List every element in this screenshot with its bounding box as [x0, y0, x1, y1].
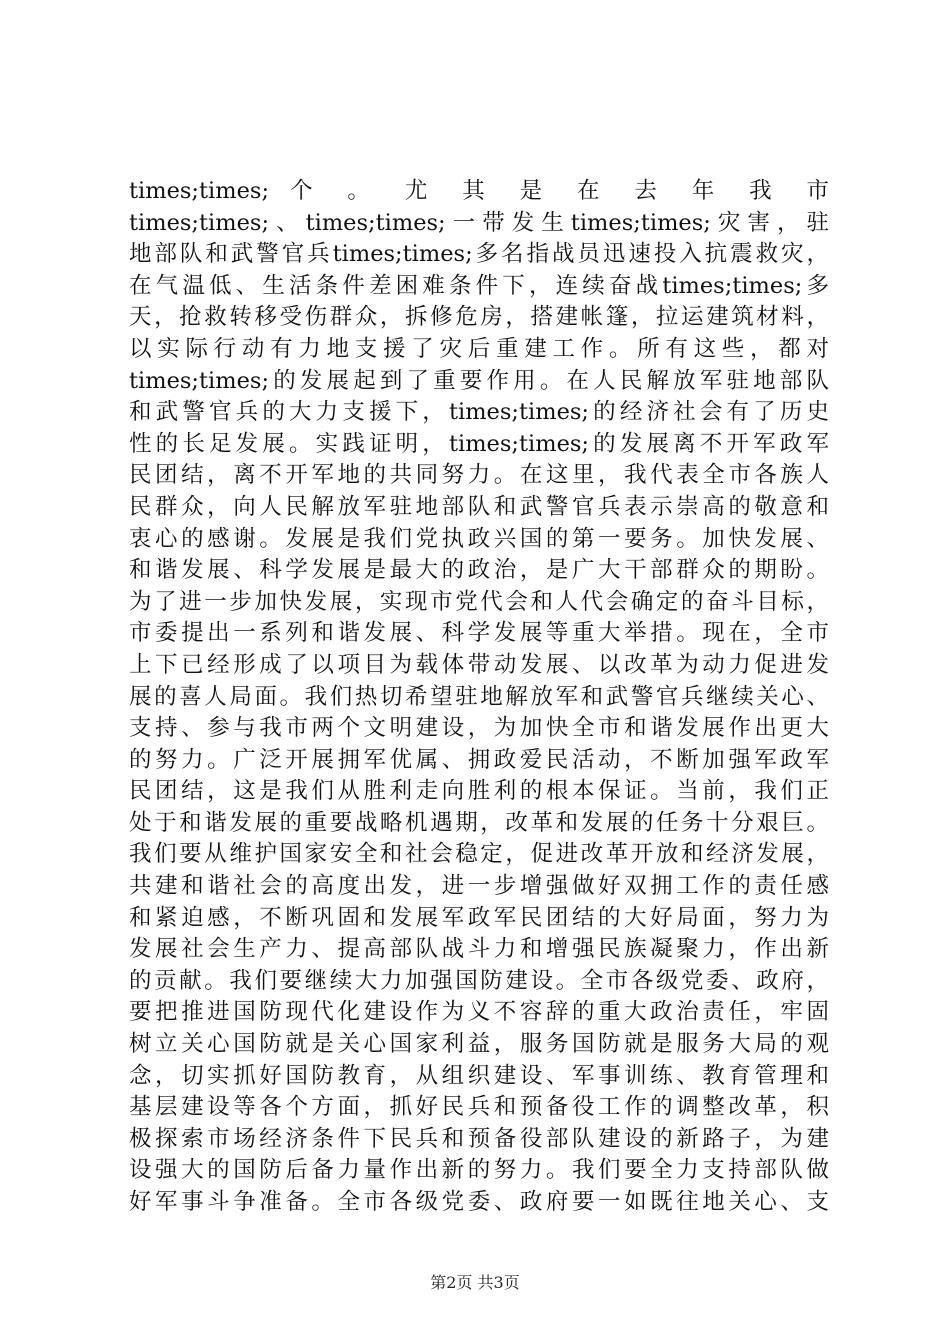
text-line: 的努力。广泛开展拥军优属、拥政爱民活动，不断加强军政军: [129, 746, 829, 773]
page-number-footer: 第2页 共3页: [430, 1273, 520, 1292]
text-line: 民群众，向人民解放军驻地部队和武警官兵表示崇高的敬意和: [129, 493, 829, 520]
text-line: 共建和谐社会的高度出发，进一步增强做好双拥工作的责任感: [129, 873, 829, 900]
text-line: 发展社会生产力、提高部队战斗力和增强民族凝聚力，作出新: [129, 936, 829, 963]
text-line: 和紧迫感，不断巩固和发展军政军民团结的大好局面，努力为: [129, 904, 829, 931]
text-line: 衷心的感谢。发展是我们党执政兴国的第一要务。加快发展、: [129, 525, 829, 552]
text-line: 好军事斗争准备。全市各级党委、政府要一如既往地关心、支: [129, 1189, 829, 1215]
text-line: 天，抢救转移受伤群众，拆修危房，搭建帐篷，拉运建筑材料，: [129, 304, 829, 331]
text-line: 地部队和武警官兵times;times;多名指战员迅速投入抗震救灾，: [129, 241, 829, 268]
text-line: 民团结，这是我们从胜利走向胜利的根本保证。当前，我们正: [129, 778, 829, 805]
text-line: 的贡献。我们要继续大力加强国防建设。全市各级党委、政府，: [129, 967, 829, 994]
text-line: times;times;的发展起到了重要作用。在人民解放军驻地部队: [129, 367, 829, 394]
text-line: times;times;、times;times;一带发生times;times;灾害，驻: [129, 209, 829, 236]
text-line: 为了进一步加快发展，实现市党代会和人代会确定的奋斗目标，: [129, 588, 829, 615]
text-line: 极探索市场经济条件下民兵和预备役部队建设的新路子，为建: [129, 1125, 829, 1152]
text-line: 和武警官兵的大力支援下，times;times;的经济社会有了历史: [129, 399, 829, 426]
text-line: 和谐发展、科学发展是最大的政治，是广大干部群众的期盼。: [129, 557, 829, 584]
text-line: 展的喜人局面。我们热切希望驻地解放军和武警官兵继续关心、: [129, 683, 829, 710]
text-line: 树立关心国防就是关心国家利益，服务国防就是服务大局的观: [129, 1031, 829, 1058]
text-line: 以实际行动有力地支援了灾后重建工作。所有这些，都对: [129, 335, 829, 362]
text-line: 处于和谐发展的重要战略机遇期，改革和发展的任务十分艰巨。: [129, 809, 829, 836]
text-line: 我们要从维护国家安全和社会稳定，促进改革开放和经济发展，: [129, 841, 829, 868]
text-line: 念，切实抓好国防教育，从组织建设、军事训练、教育管理和: [129, 1062, 829, 1089]
text-line: 要把推进国防现代化建设作为义不容辞的重大政治责任，牢固: [129, 999, 829, 1026]
text-line: times;times; 个 。 尤 其 是 在 去 年 我 市: [129, 178, 829, 204]
text-line: 性的长足发展。实践证明，times;times;的发展离不开军政军: [129, 430, 829, 457]
text-line: 支持、参与我市两个文明建设，为加快全市和谐发展作出更大: [129, 715, 829, 742]
text-line: 市委提出一系列和谐发展、科学发展等重大举措。现在，全市: [129, 620, 829, 647]
text-line: 民团结，离不开军地的共同努力。在这里，我代表全市各族人: [129, 462, 829, 489]
text-line: 基层建设等各个方面，抓好民兵和预备役工作的调整改革，积: [129, 1094, 829, 1121]
text-line: 上下已经形成了以项目为载体带动发展、以改革为动力促进发: [129, 651, 829, 678]
text-line: 在气温低、生活条件差困难条件下，连续奋战times;times;多: [129, 272, 829, 299]
text-line: 设强大的国防后备力量作出新的努力。我们要全力支持部队做: [129, 1157, 829, 1184]
body-text: [129, 176, 829, 1219]
